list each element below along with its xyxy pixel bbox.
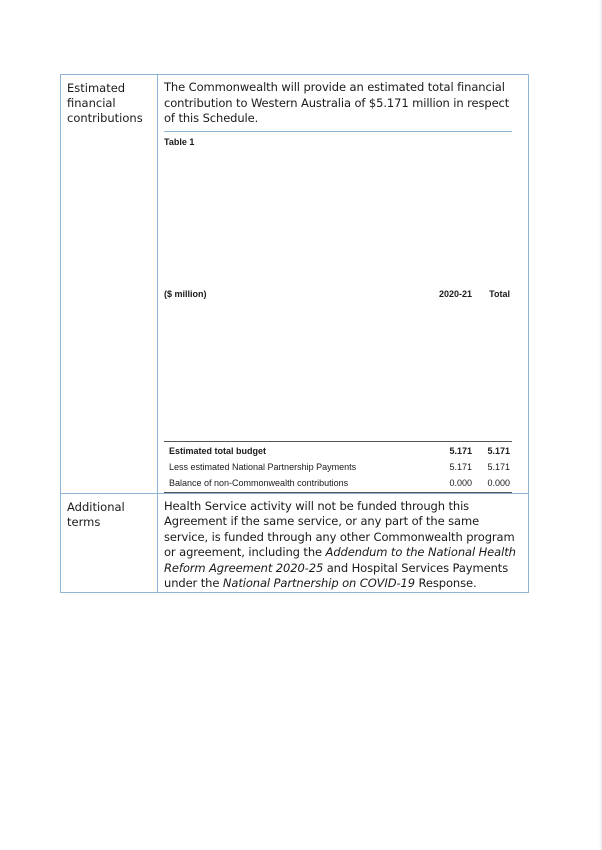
row-value-year: 5.171 (449, 445, 472, 456)
budget-table-wrap (164, 131, 512, 493)
row-label: Balance of non-Commonwealth contributions (164, 474, 414, 493)
budget-table-col-year: 2020-21 (414, 288, 472, 442)
table-row (164, 474, 512, 493)
row-value-year: 0.000 (414, 474, 472, 493)
contribution-intro-text: The Commonwealth will provide an estimated total financial contribution to Western Australia of $5.171 million in respect of this Schedule. (164, 80, 510, 125)
terms-text-part3: Response. (414, 576, 477, 590)
row-label: Less estimated National Partnership Payments (169, 461, 357, 472)
budget-table (164, 135, 512, 493)
row-label: Estimated total budget (169, 445, 267, 456)
additional-terms-content (158, 493, 529, 592)
row-value-total: 5.171 (487, 445, 510, 456)
terms-italic-partnership: National Partnership on COVID-19 (222, 576, 415, 590)
financial-contributions-content (158, 75, 529, 494)
budget-table-header (164, 288, 512, 442)
terms-text-part1: Health Service activity will not be funded through this Agreement if the same service, or any part of the same service, is funded through any other Commonwealth program or agreement, including the (164, 498, 515, 559)
row-value-total: 5.171 (487, 461, 510, 472)
budget-table-col-total: Total (472, 288, 512, 442)
row-value-year: 5.171 (449, 461, 472, 472)
financial-contributions-row (61, 75, 529, 494)
additional-terms-row (61, 493, 529, 592)
terms-italic-addendum: Addendum to the National Health Reform Agreement 2020-25 (164, 545, 516, 575)
budget-table-unit: ($ million) (164, 288, 414, 442)
budget-table-title: Table 1 (164, 136, 195, 147)
table-row (164, 441, 512, 458)
additional-terms-label: Additional terms (61, 493, 158, 592)
schedule-table (60, 74, 529, 593)
table-row (164, 458, 512, 474)
row-value-total: 0.000 (472, 474, 512, 493)
terms-text-part2: and Hospital Services Payments under the (164, 560, 509, 590)
additional-terms-text (164, 499, 522, 592)
financial-contributions-label: Estimated financial contributions (61, 75, 158, 494)
